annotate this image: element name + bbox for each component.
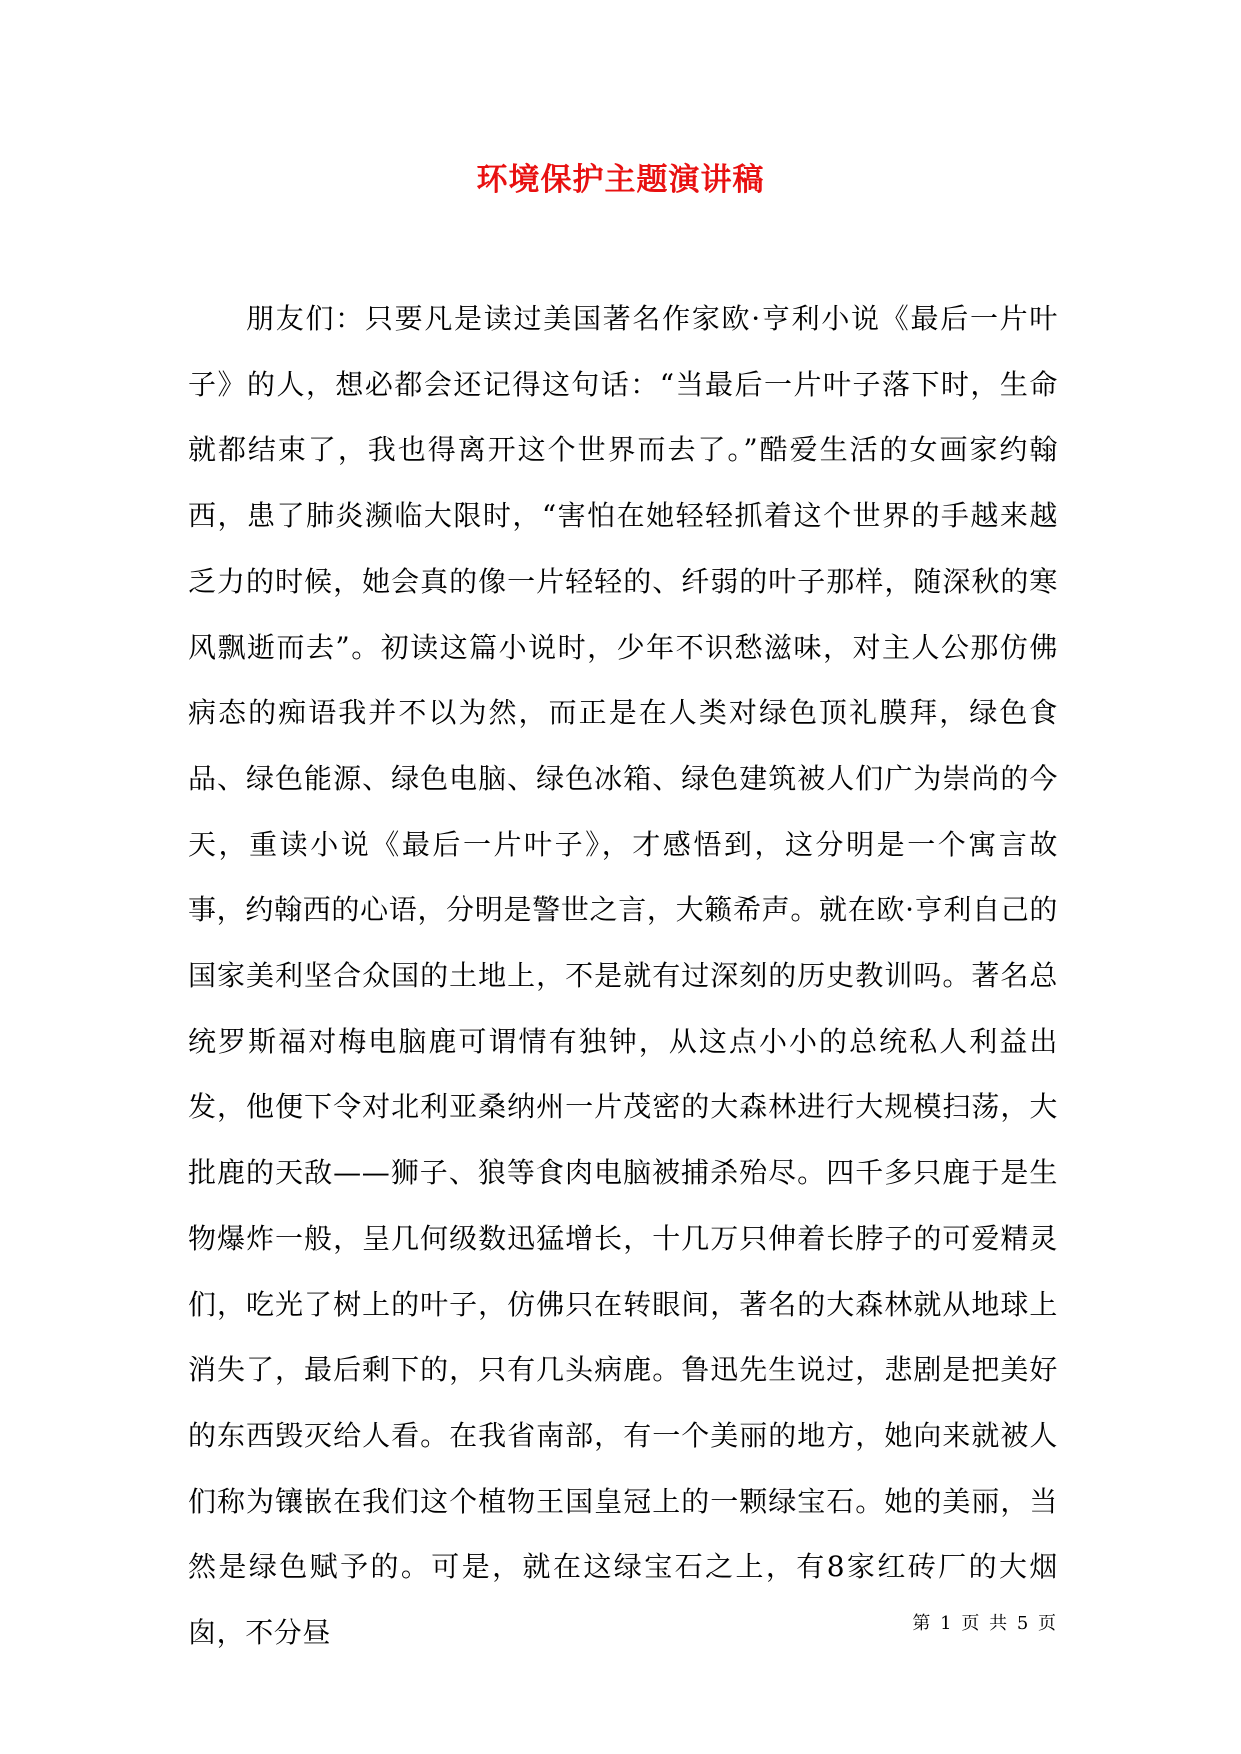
footer-suffix: 页 (1038, 1613, 1058, 1634)
footer-prefix: 第 (912, 1613, 933, 1634)
footer-middle: 页 共 (961, 1613, 1010, 1634)
document-title: 环境保护主题演讲稿 (476, 162, 765, 198)
body-paragraph: 朋友们：只要凡是读过美国著名作家欧·亨利小说《最后一片叶子》的人，想必都会还记得这句话：“当最后一片叶子落下时，生命就都结束了，我也得离开这个世界而去了。”酷爱生活的女画家约翰西，患了肺炎濒临大限时，“害怕在她轻轻抓着这个世界的手越来越乏力的时候，她会真的像一片轻轻的、纤弱的叶子那样，随深秋的寒风飘逝而去”。初读这篇小说时，少年不识愁滋味，对主人公那仿佛病态的痴语我并不以为然，而正是在人类对绿色顶礼膜拜，绿色食品、绿色能源、绿色电脑、绿色冰箱、绿色建筑被人们广为崇尚的今天，重读小说《最后一片叶子》，才感悟到，这分明是一个寓言故事，约翰西的心语，分明是警世之言，大籁希声。就在欧·亨利自己的国家美利坚合众国的土地上，不是就有过深刻的历史教训吗。著名总统罗斯福对梅电脑鹿可谓情有独钟，从这点小小的总统私人利益出发，他便下令对北利亚桑纳州一片茂密的大森林进行大规模扫荡，大批鹿的天敌——狮子、狼等食肉电脑被捕杀殆尽。四千多只鹿于是生物爆炸一般，呈几何级数迅猛增长，十几万只伸着长脖子的可爱精灵们，吃光了树上的叶子，仿佛只在转眼间，著名的大森林就从地球上消失了，最后剩下的，只有几头病鹿。鲁迅先生说过，悲剧是把美好的东西毁灭给人看。在我省南部，有一个美丽的地方，她向来就被人们称为镶嵌在我们这个植物王国皇冠上的一颗绿宝石。她的美丽，当然是绿色赋予的。可是，就在这绿宝石之上，有8家红砖厂的大烟囱，不分昼 (188, 302, 1058, 1650)
footer-current-page: 1 (940, 1613, 954, 1634)
page-footer (900, 1612, 1058, 1636)
footer-total-pages: 5 (1016, 1613, 1031, 1634)
